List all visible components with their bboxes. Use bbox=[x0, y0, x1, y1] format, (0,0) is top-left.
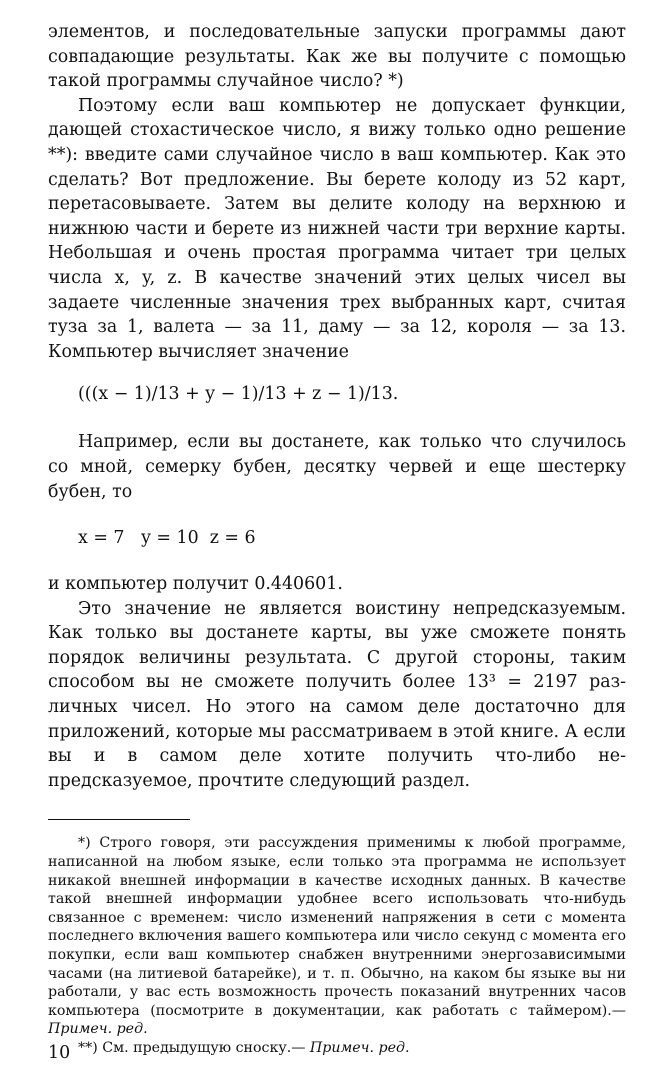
paragraph-5: Это значение не является воистину непредсказуемым. Как только вы достанете карты, вы уже сможете понять порядок величины результата. С другой стороны, таким способом вы не сможете получить более 13³ = 2197 различных чисел. Но этого на самом деле достаточно для приложений, которые мы рассматриваем в этой книге. А если вы и в самом деле хотите получить что-либо непредсказуемое, прочтите следующий раздел. bbox=[48, 598, 626, 791]
footnote-1-text: *) Строго говоря, эти рассуждения применимы к любой программе, написанной на любом языке, если только эта программа не использует никакой внешней информации в качестве исходных данных. В качестве такой внешней информации удобнее всего использовать что-нибудь связанное с временем: число изменений напряжения в сети с момента последнего включения вашего компьютера или число секунд с момента его покупки, если ваш компьютер снабжен внутренними энергозависимыми часами (на литиевой батарейке), и т. п. Обычно, на каком бы языке вы ни работали, у вас есть возможность прочесть показаний внутренних часов компьютера (посмотрите в документации, как работать с таймером).— bbox=[48, 835, 626, 1019]
footnote-divider bbox=[48, 819, 190, 820]
footnote-2 bbox=[48, 1039, 626, 1058]
paragraph-1: элементов, и последовательные запуски программы дают совпадающие результаты. Как же вы получите с помощью такой программы случайное число? *) bbox=[48, 22, 626, 92]
footnote-2-text: **) См. предыдущую сноску.— bbox=[78, 1039, 306, 1056]
paragraph-3: Например, если вы достанете, как только что случилось со мной, семерку бубен, десятку червей и еще шестерку бубен, то bbox=[48, 432, 626, 502]
footnote-2-editor-note: Примеч. ред. bbox=[309, 1039, 410, 1056]
footnote-1 bbox=[48, 834, 626, 1039]
paragraph-2: Поэтому если ваш компьютер не допускает функции, дающей стохастическое число, я вижу только одно решение **): введите сами случайное число в ваш компьютер. Как это сделать? Вот предложение. Вы берете колоду из 52 карт, перетасовываете. Затем вы делите колоду на верхнюю и нижнюю части и берете из нижней части три верхние карты. Небольшая и очень простая программа читает три целых числа x, y, z. В качестве значений этих целых чисел вы задаете численные значения трех выбранных карт, считая туза за 1, валета — за 11, даму — за 12, короля — за 13. Компьютер вычисляет значение bbox=[48, 95, 626, 362]
footnote-1-editor-note: Примеч. ред. bbox=[48, 1021, 148, 1038]
formula: (((x − 1)/13 + y − 1)/13 + z − 1)/13. bbox=[78, 384, 399, 405]
paragraph-4: и компьютер получит 0.440601. bbox=[48, 574, 343, 595]
page-body bbox=[48, 20, 626, 1058]
card-values: x = 7 y = 10 z = 6 bbox=[78, 528, 256, 549]
page-number: 10 bbox=[48, 1043, 71, 1063]
